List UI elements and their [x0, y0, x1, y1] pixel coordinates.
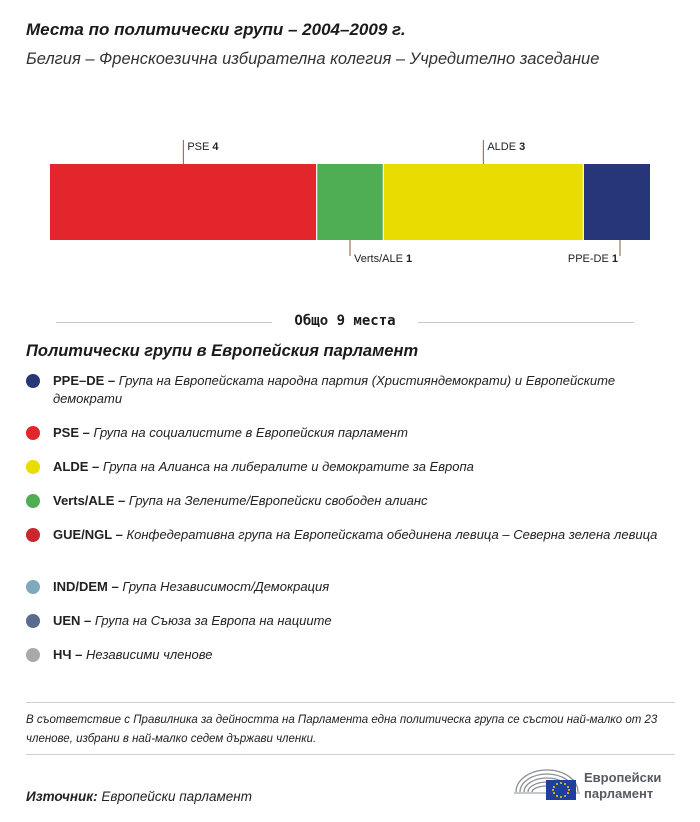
divider-top-note: [26, 702, 675, 703]
legend-code: IND/DEM –: [53, 579, 119, 594]
legend-dot-nch: [26, 648, 40, 662]
bar-segment-alde: [383, 164, 583, 240]
data-label-pse: PSE 4: [187, 141, 219, 153]
legend-dot-uen: [26, 614, 40, 628]
seat-bar-chart: [0, 130, 700, 280]
legend-text: [53, 372, 673, 408]
data-label-alde: ALDE 3: [487, 141, 526, 153]
total-seats-label: Общо 9 места: [294, 313, 396, 329]
bar-segment-pse: [50, 164, 317, 240]
logo-line-2: парламент: [584, 786, 654, 801]
bar-segment-ppe-de: [583, 164, 650, 240]
legend-dot-pse: [26, 426, 40, 440]
legend-code: GUE/NGL –: [53, 527, 123, 542]
legend-description: Група на социалистите в Европейския парламент: [89, 425, 408, 440]
legend-dot-alde: [26, 460, 40, 474]
logo-wordmark: [584, 770, 684, 802]
legend-description: Група на Европейската народна партия (Християндемократи) и Европейските демократи: [53, 373, 616, 406]
european-parliament-logo: [512, 766, 682, 806]
data-label-ppe-de: PPE-DE 1: [567, 253, 618, 265]
legend-description: Конфедеративна група на Европейската обединена левица – Северна зелена левица: [122, 527, 658, 542]
parliament-emblem-icon: [512, 766, 582, 806]
source-label: Източник:: [26, 789, 98, 804]
legend-text: [53, 492, 673, 510]
legend-text: [53, 458, 673, 476]
legend-text: [53, 646, 673, 664]
legend-code: UEN –: [53, 613, 92, 628]
data-label-verts-ale: Verts/ALE 1: [354, 253, 413, 265]
divider-right: [418, 322, 634, 323]
source-line: [26, 789, 252, 804]
total-seats-row: [56, 312, 634, 334]
bar-segment-verts-ale: [317, 164, 384, 240]
chart-subtitle: Белгия – Френскоезична избирателна колегия – Учредително заседание: [26, 50, 600, 68]
legend-description: Група на Алианса на либералите и демократите за Европа: [99, 459, 474, 474]
legend-text: [53, 578, 673, 596]
source-text: Европейски парламент: [97, 789, 252, 804]
legend-description: Група Независимост/Демокрация: [118, 579, 330, 594]
legend-description: Независими членове: [82, 647, 213, 662]
legend-code: PPE–DE –: [53, 373, 116, 388]
legend-code: Verts/ALE –: [53, 493, 126, 508]
legend-description: Група на Зелените/Европейски свободен алианс: [125, 493, 428, 508]
chart-title: Места по политически групи – 2004–2009 г.: [26, 20, 406, 39]
footnote: В съответствие с Правилника за дейността на Парламента една политическа група се състои най-малко от 23 членове, избрани в най-малко седем държави членки.: [26, 714, 658, 745]
legend-code: ALDE –: [53, 459, 100, 474]
legend-dot-verts-ale: [26, 494, 40, 508]
legend-dot-ppe-de: [26, 374, 40, 388]
legend-dot-gue-ngl: [26, 528, 40, 542]
divider-bottom-note: [26, 754, 675, 755]
legend-code: НЧ –: [53, 647, 83, 662]
legend-text: [53, 612, 673, 630]
legend-dot-ind-dem: [26, 580, 40, 594]
logo-line-1: Европейски: [584, 770, 662, 785]
legend-text: [53, 526, 673, 544]
legend-title: Политически групи в Европейския парламент: [26, 342, 419, 360]
legend-text: [53, 424, 673, 442]
legend-description: Група на Съюза за Европа на нациите: [91, 613, 332, 628]
legend-code: PSE –: [53, 425, 90, 440]
